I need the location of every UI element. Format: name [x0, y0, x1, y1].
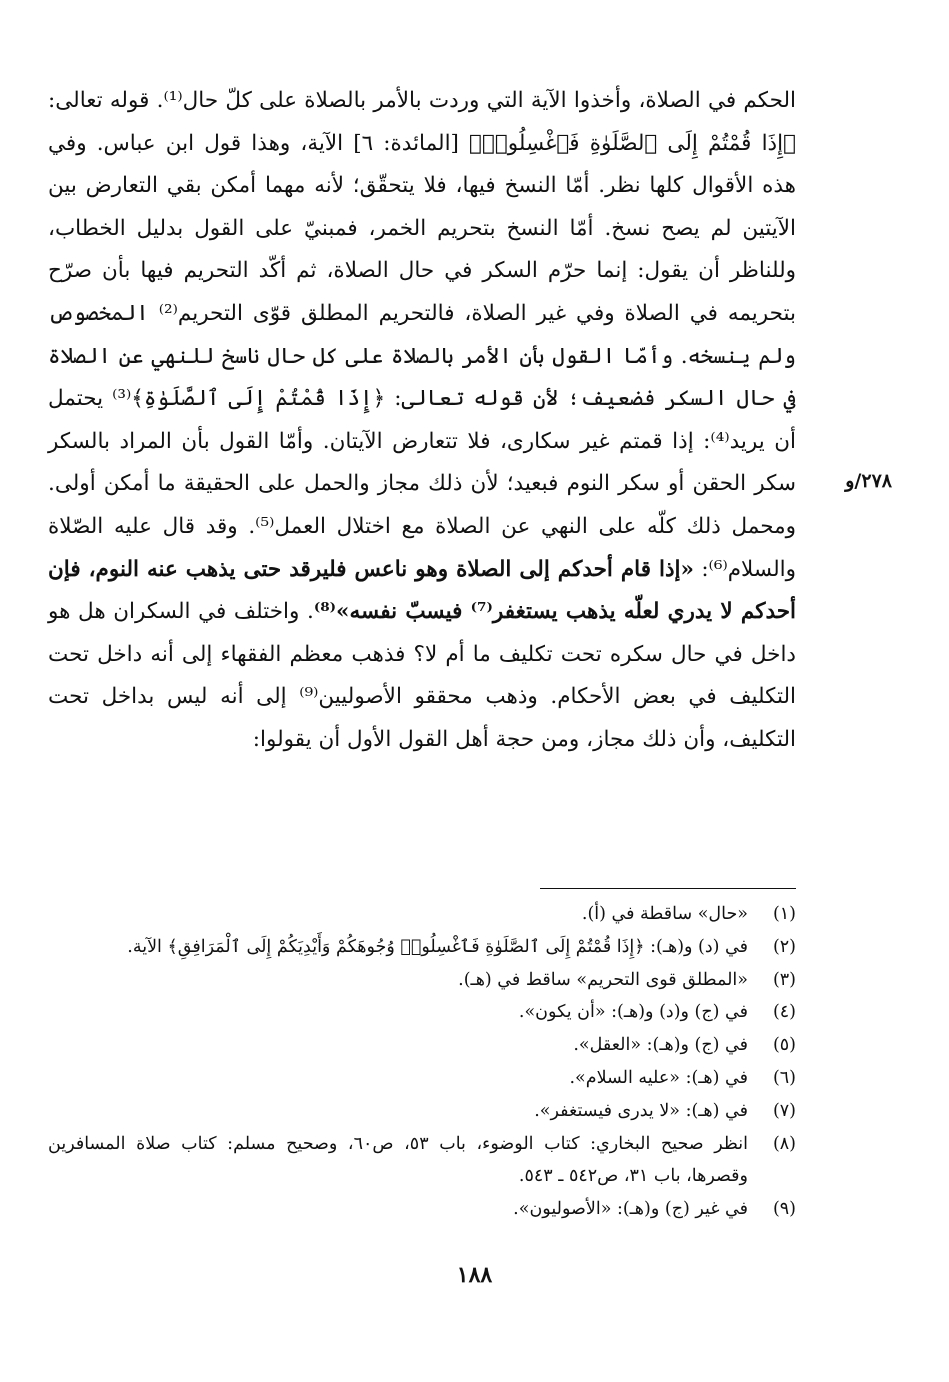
hadith-quote: «إذا قام أحدكم إلى الصلاة وهو ناعس فليرقد حتى يذهب عنه النوم، فإن أحدكم لا يدري لعلّه يذهب يستغفر⁽⁷⁾ فيسبّ نفسه»⁽⁸⁾ — [48, 556, 797, 625]
footnote-number: (٧) — [772, 1100, 796, 1121]
page-number: ١٨٨ — [456, 1262, 493, 1288]
footnote-item — [48, 996, 796, 1029]
footnote-text: في (ج) و(د) و(هـ): «أن يكون». — [518, 1002, 748, 1023]
footnote-text: انظر صحيح البخاري: كتاب الوضوء، باب ٥٣، ص٦٠، وصحيح مسلم: كتاب صلاة المسافرين وقصرها، باب ٣١، ص٥٤٢ ـ ٥٤٣. — [48, 1133, 748, 1187]
footnote-text: في (ج) و(هـ): «العقل». — [573, 1035, 748, 1056]
footnote-divider — [540, 888, 796, 889]
footnote-text: في غير (ج) و(هـ): «الأصوليون». — [513, 1199, 748, 1220]
footnote-text: في (هـ): «لا يدرى فيستغفر». — [534, 1100, 748, 1121]
footnote-number: (٣) — [772, 969, 796, 990]
footnote-text: «حال» ساقطة في (أ). — [581, 904, 748, 924]
footnote-item — [48, 1128, 796, 1194]
body-text-part-1: الحكم في الصلاة، وأخذوا الآية التي وردت بالأمر بالصلاة على كلّ حال⁽¹⁾. قوله تعالى: ﴿إِذَا قُمْتُمْ إِلَى ٱلصَّلَوٰةِ فَٱغْسِلُوا۟﴾ [المائدة: ٦] الآية، وهذا قول ابن عباس. وفي هذه الأقوال كلها نظر. أمّا النسخ فيها، فلا يتحقّق؛ لأنه مهما أمكن بقي التعارض بين الآيتين لم يصح نسخ. أمّا النسخ بتحريم الخمر، فمبنيّ على القول بدليل الخطاب، وللناظر أن يقول: إنما حرّم السكر في حال الصلاة، ثم أكّد التحريم فيها بأن صرّح بتحريمه في الصلاة وفي غير الصلاة، فالتحريم المطلق قوّى التحريم⁽²⁾ المخصوص ولم ينسخه. وأمّا القول بأن الأمر بالصلاة على كل حال ناسخ للنهي عن الصلاة في حال السكر فضعيف؛ لأن قوله تعالى: ﴿إِذَا قُمْتُمْ إِلَى ٱلصَّلَوٰةِ﴾⁽³⁾ يحتمل أن يريد⁽⁴⁾: إذا قمتم غير سكارى، فلا تتعارض الآيتان. وأمّا القول بأن المراد بالسكر سكر الحقن أو سكر النوم فبعيد؛ لأن ذلك مجاز والحمل على الحقيقة ما أمكن أولى. ومحمل ذلك كلّه على النهي عن الصلاة مع اختلال العمل⁽⁵⁾. وقد قال عليه الصّلاة والسلام⁽⁶⁾: — [48, 88, 797, 582]
footnote-text: «المطلق قوى التحريم» ساقط في (هـ). — [458, 969, 748, 990]
footnote-text: في (د) و(هـ): ﴿إِذَا قُمْتُمْ إِلَى ٱلصَّلَوٰةِ فَٱغْسِلُوا۟ وُجُوهَكُمْ وَأَيْدِيَكُمْ إِلَى ٱلْمَرَافِقِ﴾ الآية. — [127, 936, 748, 957]
footnote-item — [48, 931, 796, 964]
footnote-item — [48, 1193, 796, 1226]
main-text — [48, 80, 796, 762]
footnote-item — [48, 1029, 796, 1062]
footnote-number: (٤) — [772, 1002, 796, 1023]
footnote-text: في (هـ): «عليه السلام». — [569, 1067, 748, 1088]
footnote-number: (٦) — [772, 1067, 796, 1088]
footnote-number: (٨) — [772, 1133, 796, 1154]
footnote-number: (١) — [772, 904, 796, 924]
footnote-number: (٥) — [772, 1035, 796, 1056]
footnote-item — [48, 898, 796, 931]
footnotes-list — [48, 898, 796, 1226]
body-text-part-2: . واختلف في السكران هل هو داخل في حال سكره تحت تكليف ما أم لا؟ فذهب معظم الفقهاء إلى أنه داخل تحت التكليف في بعض الأحكام. وذهب محققو الأصوليين⁽⁹⁾ إلى أنه ليس بداخل تحت التكليف، وأن ذلك مجاز، ومن حجة أهل القول الأول أن يقولوا: — [48, 599, 796, 752]
footnote-number: (٢) — [772, 936, 796, 957]
footnote-item — [48, 1062, 796, 1095]
margin-folio-note: ٢٧٨/و — [845, 470, 892, 492]
body-paragraph — [48, 80, 796, 762]
footnote-number: (٩) — [772, 1199, 796, 1220]
footnote-item — [48, 1095, 796, 1128]
footnote-item — [48, 964, 796, 997]
